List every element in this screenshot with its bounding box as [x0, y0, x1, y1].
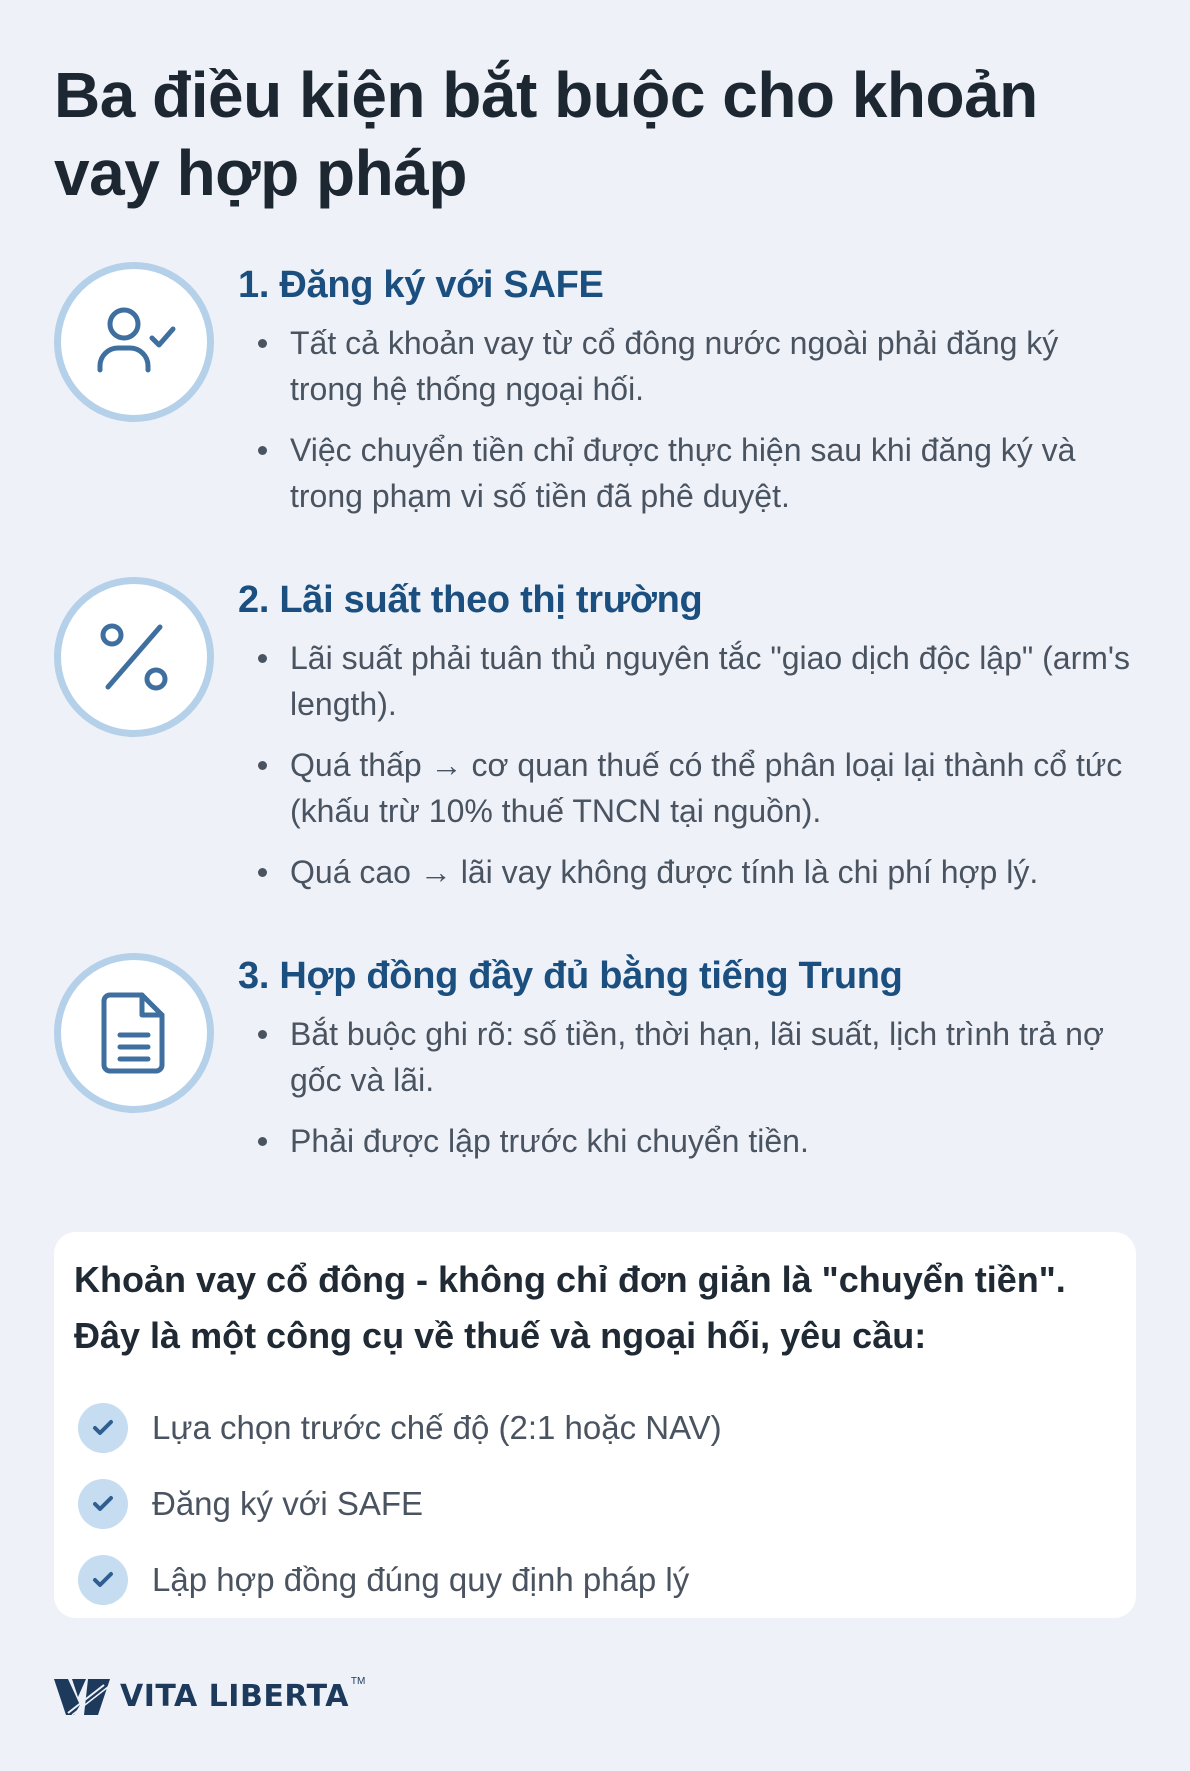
vita-liberta-logo-icon [54, 1675, 110, 1717]
bullet-item: Phải được lập trước khi chuyển tiền. [238, 1118, 1138, 1164]
section-heading: 3. Hợp đồng đầy đủ bằng tiếng Trung [238, 955, 903, 997]
user-check-icon [54, 262, 214, 422]
summary-card [54, 1232, 1136, 1618]
section-body [238, 262, 1138, 534]
section-heading: 2. Lãi suất theo thị trường [238, 579, 703, 621]
summary-lead-line-2: Đây là một công cụ về thuế và ngoại hối, yêu cầu: [74, 1315, 927, 1356]
bullet-item: Lãi suất phải tuân thủ nguyên tắc "giao dịch độc lập" (arm's length). [238, 635, 1138, 727]
trademark-mark: TM [350, 1676, 366, 1687]
page-title: Ba điều kiện bắt buộc cho khoản vay hợp pháp [54, 59, 1038, 209]
requirement-item [78, 1542, 722, 1618]
check-icon [78, 1479, 128, 1529]
section-body [238, 577, 1138, 910]
requirement-label: Đăng ký với SAFE [152, 1485, 424, 1522]
bullet-item: Quá thấp → cơ quan thuế có thể phân loại lại thành cổ tức (khấu trừ 10% thuế TNCN tại nguồn). [238, 742, 1138, 834]
requirements-list [78, 1390, 722, 1618]
check-icon [78, 1403, 128, 1453]
requirement-item [78, 1390, 722, 1466]
check-icon [78, 1555, 128, 1605]
requirement-item [78, 1466, 722, 1542]
bullet-list [238, 635, 1138, 895]
bullet-item: Quá cao → lãi vay không được tính là chi phí hợp lý. [238, 849, 1138, 895]
bullet-list [238, 1011, 1138, 1164]
percent-icon [54, 577, 214, 737]
section-heading: 1. Đăng ký với SAFE [238, 264, 604, 306]
requirement-label: Lập hợp đồng đúng quy định pháp lý [152, 1561, 690, 1598]
brand-name: VITA LIBERTA [120, 1678, 349, 1714]
bullet-item: Việc chuyển tiền chỉ được thực hiện sau khi đăng ký và trong phạm vi số tiền đã phê duyệt. [238, 427, 1138, 519]
requirement-label: Lựa chọn trước chế độ (2:1 hoặc NAV) [152, 1409, 722, 1446]
summary-lead-line-1: Khoản vay cổ đông - không chỉ đơn giản là "chuyển tiền". [74, 1259, 1066, 1300]
bullet-item: Bắt buộc ghi rõ: số tiền, thời hạn, lãi suất, lịch trình trả nợ gốc và lãi. [238, 1011, 1138, 1103]
bullet-item: Tất cả khoản vay từ cổ đông nước ngoài phải đăng ký trong hệ thống ngoại hối. [238, 320, 1138, 412]
brand-logo [54, 1672, 365, 1720]
section-body [238, 953, 1138, 1179]
summary-lead [74, 1252, 1124, 1364]
bullet-list [238, 320, 1138, 519]
document-icon [54, 953, 214, 1113]
